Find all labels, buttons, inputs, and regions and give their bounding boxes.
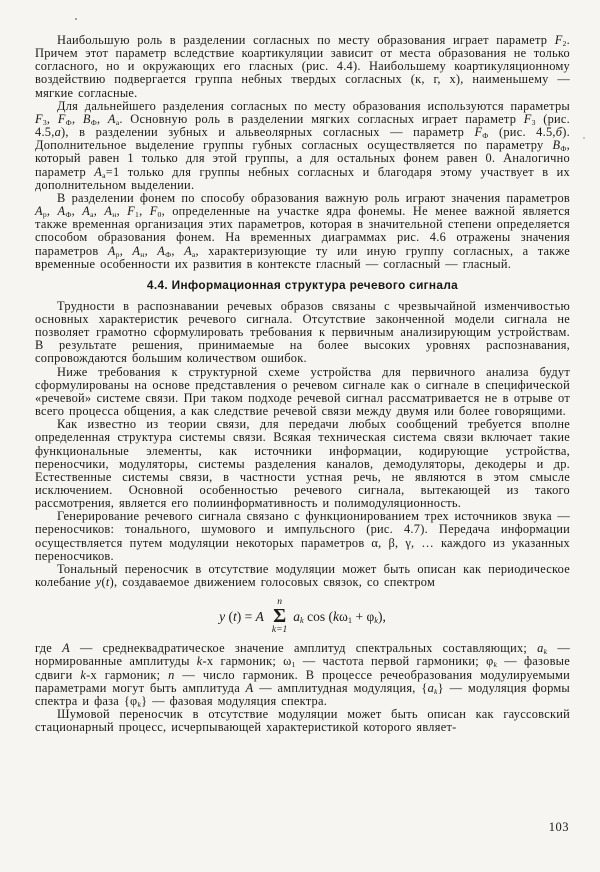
section-heading: 4.4. Информационная структура речевого сигнала <box>146 277 459 292</box>
page-number: 103 <box>548 820 569 834</box>
paragraph: Трудности в распознавании речевых образов связаны с чрезвычайной изменчивостью основных характеристик речевого сигнала. Отсутствие законченной модели сигнала не позволяет грамотно сформулировать требования к первичным анализирующим устройствам. В результате решения, принимаемые на более высоких уровнях распознавания, сопровождаются большим количеством ошибок. <box>35 298 570 366</box>
paragraph: Для дальнейшего разделения согласных по месту образования используются параметры $F_3$, $F_Ф$, $B_Ф$, $A_а$. Основную роль в разделении мягких согласных играет параметр $F_3$ (рис. 4.5,а), в разделении зубных и альвеолярных согласных — параметр $F_Ф$ (рис. 4.5,б). Дополнительное выделение группы губных согласных осуществляется по параметру $B_Ф$, который равен 1 только для этой группы, а для остальных фонем равен 0. Аналогично параметр $A_а=1$ только для группы небных согласных и благодаря этому участвует в их дополнительном выделении. <box>35 98 571 192</box>
paragraph: Ниже требования к структурной схеме устройства для первичного анализа будут сформулированы на основе представления о речевом сигнале как о сигнале в специфической «речевой» системе связи. При таком подходе речевой сигнал рассматривается не в отрыве от всего процесса общения, а как следствие речевой связи между двумя или более говорящими. <box>35 364 570 419</box>
paragraph: Шумовой переносчик в отсутствие модуляции может быть описан как гауссовский стационарный процесс, исчерпывающей характеристикой которого являет- <box>35 707 570 735</box>
summation-upper-limit: n <box>277 597 282 608</box>
scan-speck <box>583 137 585 139</box>
paragraph: Генерирование речевого сигнала связано с функционированием трех источников звука — переносчиков: тонального, шумового и импульсного (рис. 4.7). Передача информации осуществляется путем модуляции некоторых параметров α, β, γ, … каждого из указанных переносчиков. <box>35 509 570 563</box>
paragraph: где A — среднеквадратическое значение амплитуд спектральных составляющих; $a_k$ — нормированные амплитуды k-х гармоник; $\omega_1$ — частота первой гармоники; $\varphi_k$ — фазовые сдвиги k-х гармоник; n — число гармоник. В процессе речеобразования модулируемыми параметрами могут быть амплитуда A — амплитудная модуляция, $\{a_k\}$ — модуляция формы спектра и фаза $\{\varphi_k\}$ — фазовая модуляция спектра. <box>35 641 571 709</box>
summation-lower-limit: k=1 <box>271 625 288 636</box>
sigma-symbol: Σ <box>273 605 287 628</box>
paragraph: Как известно из теории связи, для передачи любых сообщений требуется вполне определенная структура системы связи. Всякая техническая система связи включает такие функциональные элементы, как источники информации, кодирующие устройства, переносчики, модуляторы, системы разделения каналов, демодуляторы, декодеры и др. Естественные системы связи, в частности устная речь, не являются в этом смысле исключением. Основной особенностью речевого сигнала, вытекающей из такого рассмотрения, является его полиинформативность и полимодуляционность. <box>35 417 570 511</box>
equation-lhs: y (t) = A <box>219 608 264 624</box>
paragraph: Тональный переносчик в отсутствие модуляции может быть описан как периодическое колебание y(t), создаваемое движением голосовых связок, со спектром <box>35 561 570 590</box>
paragraph: Наибольшую роль в разделении согласных по месту образования играет параметр $F_2$. Причем этот параметр вследствие коартикуляции зависит от места образования не только согласного, но и окружающих его гласных (рис. 4.4). Наибольшему коартикуляционному воздействию подвергается группа небных твердых согласных (к, г, х), наименьшему — мягкие согласные. <box>35 33 570 100</box>
paragraph: В разделении фонем по способу образования важную роль играют значения параметров $A_р$, $A_Ф$, $A_а$, $A_н$, $F_1$, $F_0$, определенные на участке ядра фонемы. Не менее важной является также временная организация этих параметров, которая в значительной степени определяется способом образования фонем. На временных диаграммах рис. 4.6 отражены значения параметров $A_р$, $A_н$, $A_Ф$, $A_а$, характеризующие ту или иную группу согласных, а также временные особенности их развития в контексте гласный — согласный — гласный. <box>35 190 571 271</box>
summation-symbol <box>272 598 287 635</box>
text-column <box>35 34 570 734</box>
equation-term: $a_k$ $\cos (k\omega_1 + \varphi_k)$, <box>293 608 386 625</box>
scan-speck <box>75 18 77 20</box>
equation <box>35 598 570 635</box>
